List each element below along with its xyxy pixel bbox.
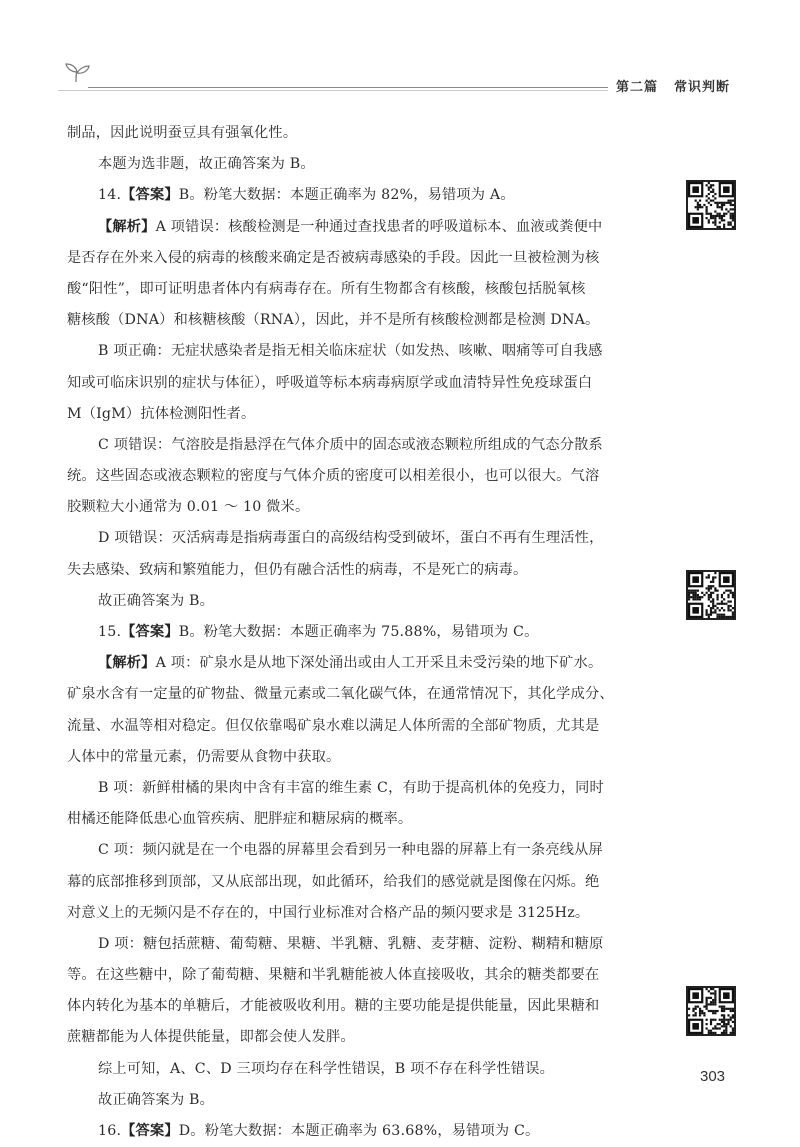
- header-part: 第二篇: [615, 80, 658, 95]
- line-text: 柑橘还能降低患心血管疾病、肥胖症和糖尿病的概率。: [67, 811, 413, 828]
- line-text: B 项正确：无症状感染者是指无相关临床症状（如发热、咳嗽、咽痛等可自我感: [98, 343, 603, 360]
- line-text: D 项：糖包括蔗糖、葡萄糖、果糖、半乳糖、乳糖、麦芽糖、淀粉、糊精和糖原: [98, 935, 604, 952]
- line-text: A 项错误：核酸检测是一种通过查找患者的呼吸道标本、血液或粪便中: [155, 218, 603, 235]
- qr-code-icon[interactable]: [686, 570, 736, 620]
- text-line: [67, 742, 675, 773]
- text-line: [95, 336, 675, 367]
- line-text: C 项错误：气溶胶是指悬浮在气体介质中的固态或液态颗粒所组成的气态分散系: [98, 436, 603, 453]
- text-line: [67, 492, 675, 523]
- line-text: 胶颗粒大小通常为 0.01 ～ 10 微米。: [67, 499, 310, 516]
- line-text: 失去感染、致病和繁殖能力，但仍有融合活性的病毒，不是死亡的病毒。: [67, 561, 528, 578]
- line-text: 本题为选非题，故正确答案为 B。: [98, 156, 315, 173]
- text-line: [67, 399, 675, 430]
- line-text: 矿泉水含有一定量的矿物盐、微量元素或二氧化碳气体，在通常情况下，其化学成分、: [67, 686, 614, 703]
- section-tag: 【答案】: [121, 1123, 179, 1139]
- text-line: [67, 555, 675, 586]
- line-text: 知或可临床识别的症状与体征），呼吸道等标本病毒病原学或血清特异性免疫球蛋白: [67, 374, 593, 391]
- line-text: M（IgM）抗体检测阳性者。: [67, 405, 256, 422]
- text-line: [67, 118, 675, 149]
- page-number: 303: [700, 1068, 726, 1085]
- section-tag: 【答案】: [121, 187, 179, 204]
- question-number: 15.: [98, 624, 122, 640]
- text-line: [67, 461, 675, 492]
- section-tag: 【答案】: [121, 624, 179, 640]
- text-line: [95, 523, 675, 554]
- answer-explanation-body: [67, 118, 675, 1147]
- text-line: [67, 804, 675, 835]
- text-line: [95, 1054, 675, 1085]
- section-tag: 【解析】: [98, 218, 156, 235]
- line-text: 等。在这些糖中，除了葡萄糖、果糖和半乳糖能被人体直接吸收，其余的糖类都要在: [67, 967, 600, 984]
- qr-code-icon[interactable]: [686, 180, 736, 230]
- section-tag: 【解析】: [98, 655, 156, 672]
- page-header: [58, 58, 748, 98]
- text-line: [67, 679, 675, 710]
- line-text: 体内转化为基本的单糖后，才能被吸收利用。糖的主要功能是提供能量，因此果糖和: [67, 998, 600, 1015]
- text-line: [67, 305, 675, 336]
- text-line: [95, 586, 675, 617]
- line-text: 制品，因此说明蚕豆具有强氧化性。: [67, 125, 298, 141]
- header-section: 常识判断: [673, 80, 730, 95]
- header-rule: [88, 87, 608, 88]
- line-text: B。粉笔大数据：本题正确率为 75.88%，易错项为 C。: [178, 624, 539, 640]
- line-text: 人体中的常量元素，仍需要从食物中获取。: [67, 748, 341, 765]
- question-number: 16.: [98, 1123, 122, 1139]
- line-text: A 项：矿泉水是从地下深处涌出或由人工开采且未受污染的地下矿水。: [155, 655, 603, 672]
- text-line: [95, 149, 675, 180]
- text-line: [95, 773, 675, 804]
- header-rule-lower: [58, 90, 608, 91]
- line-text: D。粉笔大数据：本题正确率为 63.68%，易错项为 C。: [178, 1123, 540, 1139]
- text-line: [67, 368, 675, 399]
- text-line: [95, 835, 675, 866]
- text-line: [95, 1116, 675, 1147]
- line-text: 幕的底部推移到顶部，又从底部出现，如此循环，给我们的感觉就是图像在闪烁。绝: [67, 873, 600, 890]
- question-number: 14.: [98, 187, 122, 204]
- text-line: [95, 180, 675, 211]
- line-text: 故正确答案为 B。: [98, 1091, 215, 1108]
- text-line: [95, 212, 675, 243]
- text-line: [95, 617, 675, 648]
- text-line: [67, 243, 675, 274]
- text-line: [95, 1085, 675, 1116]
- text-line: [67, 898, 675, 929]
- text-line: [67, 991, 675, 1022]
- text-line: [67, 867, 675, 898]
- line-text: C 项：频闪就是在一个电器的屏幕里会看到另一种电器的屏幕上有一条亮线从屏: [98, 842, 603, 859]
- line-text: 统。这些固态或液态颗粒的密度与气体介质的密度可以相差很小，也可以很大。气溶: [67, 468, 600, 485]
- text-line: [95, 648, 675, 679]
- line-text: 蔗糖都能为人体提供能量，即都会使人发胖。: [67, 1029, 355, 1046]
- line-text: 故正确答案为 B。: [98, 592, 215, 609]
- line-text: B 项：新鲜柑橘的果肉中含有丰富的维生素 C，有助于提高机体的免疫力，同时: [98, 779, 604, 796]
- qr-code-icon[interactable]: [686, 986, 736, 1036]
- text-line: [67, 1022, 675, 1053]
- line-text: 糖核酸（DNA）和核糖核酸（RNA），因此，并不是所有核酸检测都是检测 DNA。: [67, 312, 600, 329]
- text-line: [67, 274, 675, 305]
- text-line: [67, 711, 675, 742]
- line-text: D 项错误：灭活病毒是指病毒蛋白的高级结构受到破坏，蛋白不再有生理活性，: [98, 530, 604, 547]
- sprout-leaf-icon: [62, 62, 92, 86]
- line-text: 对意义上的无频闪是不存在的，中国行业标准对合格产品的频闪要求是 3125Hz。: [67, 904, 590, 921]
- line-text: 综上可知，A、C、D 三项均存在科学性错误，B 项不存在科学性错误。: [98, 1060, 554, 1077]
- line-text: B。粉笔大数据：本题正确率为 82%，易错项为 A。: [178, 187, 515, 204]
- text-line: [95, 430, 675, 461]
- line-text: 是否存在外来入侵的病毒的核酸来确定是否被病毒感染的手段。因此一旦被检测为核: [67, 249, 600, 266]
- line-text: 流量、水温等相对稳定。但仅依靠喝矿泉水难以满足人体所需的全部矿物质，尤其是: [67, 717, 600, 734]
- text-line: [67, 960, 675, 991]
- line-text: 酸“阳性”，即可证明患者体内有病毒存在。所有生物都含有核酸，核酸包括脱氧核: [67, 280, 586, 297]
- text-line: [95, 929, 675, 960]
- header-title: [616, 76, 730, 95]
